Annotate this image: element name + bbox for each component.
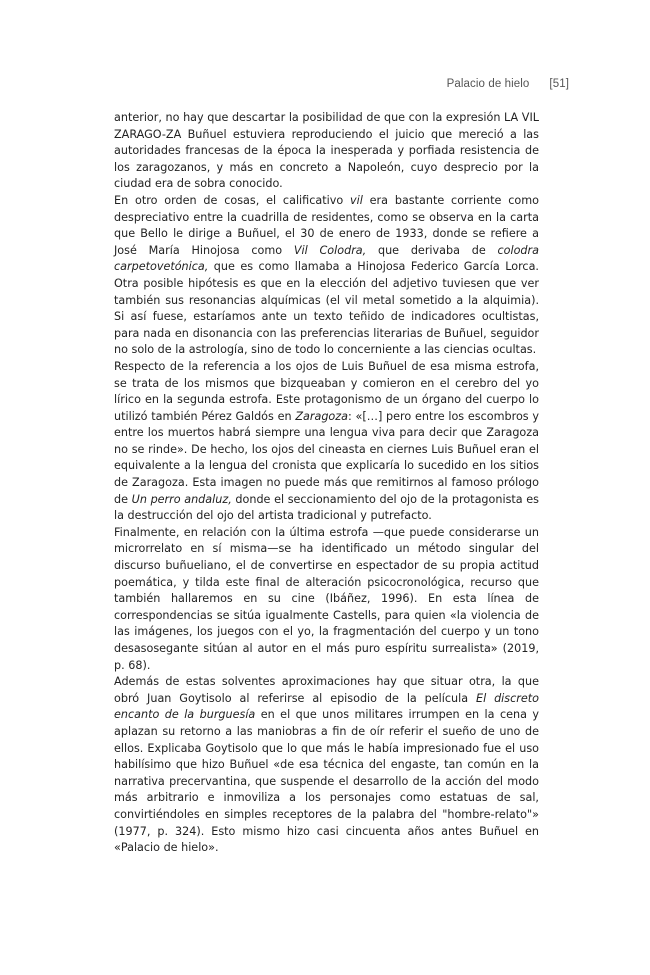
italic-term: vil xyxy=(350,193,363,207)
paragraph-text: que derivaba de xyxy=(366,243,498,257)
paragraph-text: Finalmente, en relación con la última estrofa —que puede considerarse un microrrelato en sí misma—se ha identificado un método singular del discurso buñueliano, el de convertirse en espectador de su propia actitud poemática, y tilda este final de alteración psicocronológica, recurso que también hallaremos en su cine (Ibáñez, 1996). En esta línea de correspondencias se sitúa igualmente Castells, para quien «la violencia de las imágenes, los juegos con el yo, la fragmentación del cuerpo y un tono desasosegante sitúan al autor en el más puro espíritu surrealista» (2019, p. 68). xyxy=(114,525,539,672)
paragraph-text: que es como llamaba a Hinojosa Federico García Lorca. Otra posible hipótesis es que en la elección del adjetivo tuviesen que ver también sus resonancias alquímicas (el vil metal sometido a la alquimia). Si así fuese, estaríamos ante un texto teñido de indicadores ocultistas, para nada en disonancia con las preferencias literarias de Buñuel, seguidor no solo de la astrología, sino de todo lo concerniente a las ciencias ocultas. xyxy=(114,260,539,357)
running-title: Palacio de hielo xyxy=(446,78,530,90)
running-header xyxy=(447,78,569,90)
italic-title: El discreto encanto de la burguesía xyxy=(114,691,539,722)
paragraph-1 xyxy=(114,110,539,193)
paragraph-text: era bastante corriente como despreciativo entre la cuadrilla de residentes, como se observa en la carta que Bello le dirige a Buñuel, el 30 de enero de 1933, donde se refiere a José María Hinojosa como xyxy=(114,193,539,257)
italic-title: Un perro andaluz, xyxy=(131,492,232,506)
paragraph-text: En otro orden de cosas, el calificativo xyxy=(114,193,350,207)
paragraph-3 xyxy=(114,359,539,525)
paragraph-text: Respecto de la referencia a los ojos de Luis Buñuel de esa misma estrofa, se trata de los mismos que bizqueaban y comieron en el cerebro del yo lírico en la segunda estrofa. Este protagonismo de un órgano del cuerpo lo utilizó también Pérez Galdós en xyxy=(114,359,539,423)
paragraph-text: Además de estas solventes aproximaciones hay que situar otra, la que obró Juan Goytisolo al referirse al episodio de la película xyxy=(114,675,539,705)
paragraph-4 xyxy=(114,525,539,674)
paragraph-text: : «[…] pero entre los escombros y entre los muertos habrá siempre una lengua viva para decir que Zaragoza no se rinde». De hecho, los ojos del cineasta en ciernes Luis Buñuel eran el equivalente a la lengua del cronista que explicaría lo sucedido en los sitios de Zaragoza. Esta imagen no puede más que remitirnos al famoso prólogo de xyxy=(114,409,539,506)
page-number: [51] xyxy=(549,78,569,90)
paragraph-text: en el que unos militares irrumpen en la cena y aplazan su retorno a las maniobras a fin de oír referir el sueño de uno de ellos. Explicaba Goytisolo que lo que más le había impresionado fue el uso habilísimo que hizo Buñuel «de esa técnica del engaste, tan común en la narrativa precervantina, que suspende el desarrollo de la acción del modo más arbitrario e inmoviliza a los personajes como estatuas de sal, convirtiéndoles en simples receptores de la palabra del "hombre-relato"» (1977, p. 324). Esto mismo hizo casi cincuenta años antes Buñuel en «Palacio de hielo». xyxy=(114,708,540,855)
body-text xyxy=(114,110,539,857)
paragraph-text: donde el seccionamiento del ojo de la protagonista es la destrucción del ojo del artista tradicional y putrefacto. xyxy=(114,492,539,523)
paragraph-2 xyxy=(114,193,539,359)
paragraph-text: anterior, no hay que descartar la posibilidad de que con la expresión LA VIL ZARAGO-ZA Buñuel estuviera reproduciendo el juicio que mereció a las autoridades francesas de la época la inesperada y porfiada resistencia de los zaragozanos, y más en concreto a Napoleón, cuyo desprecio por la ciudad era de sobra conocido. xyxy=(114,111,539,191)
paragraph-5 xyxy=(114,674,539,857)
italic-term: colodra carpetovetónica, xyxy=(114,243,539,274)
italic-title: Zaragoza xyxy=(295,409,349,423)
italic-term: Vil Colodra, xyxy=(293,243,367,257)
